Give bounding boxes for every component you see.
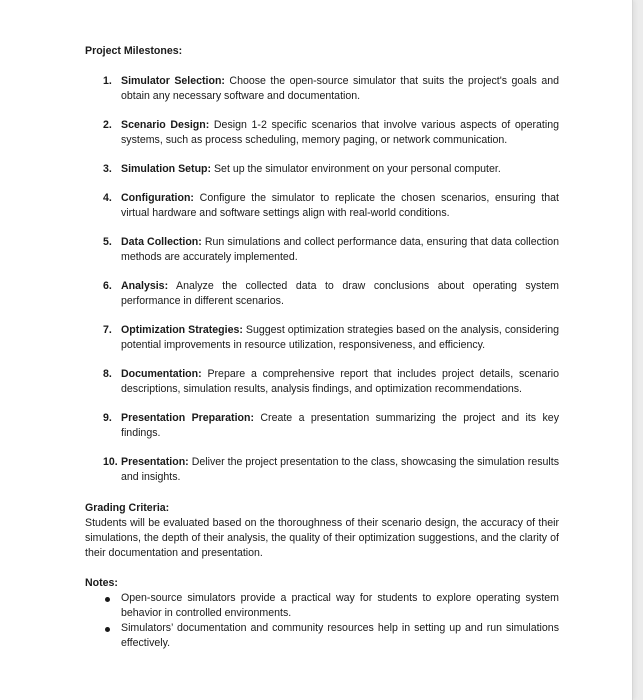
note-text: Open-source simulators provide a practical way for students to explore operating system behavior in controlled environments. bbox=[121, 592, 559, 619]
notes-list bbox=[85, 591, 559, 651]
milestone-item bbox=[85, 411, 559, 441]
milestone-number: 6. bbox=[103, 280, 112, 292]
grading-heading: Grading Criteria: bbox=[85, 502, 170, 514]
milestone-title: Scenario Design: bbox=[121, 119, 210, 131]
grading-text: Students will be evaluated based on the thoroughness of their scenario design, the accuracy of their simulations, the depth of their analysis, the quality of their optimization suggestions, and the clarity of their documentation and presentation. bbox=[85, 517, 559, 559]
milestone-title: Presentation: bbox=[121, 456, 189, 468]
milestone-number: 10. bbox=[103, 456, 118, 468]
milestone-number: 9. bbox=[103, 412, 112, 424]
milestone-text: Create a presentation summarizing the project and its key findings. bbox=[121, 412, 559, 439]
notes-section bbox=[85, 576, 559, 651]
milestone-item bbox=[85, 162, 559, 177]
note-text: Simulators’ documentation and community resources help in setting up and run simulations effectively. bbox=[121, 622, 559, 649]
milestone-number: 2. bbox=[103, 119, 112, 131]
milestone-text: Suggest optimization strategies based on the analysis, considering potential improvements in resource utilization, responsiveness, and efficiency. bbox=[121, 324, 559, 351]
grading-section bbox=[85, 501, 559, 561]
milestone-title: Documentation: bbox=[121, 368, 202, 380]
milestone-text: Set up the simulator environment on your personal computer. bbox=[211, 163, 501, 175]
milestone-item bbox=[85, 367, 559, 397]
notes-heading: Notes: bbox=[85, 577, 118, 589]
milestone-text: Deliver the project presentation to the class, showcasing the simulation results and insights. bbox=[121, 456, 559, 483]
milestone-number: 3. bbox=[103, 163, 112, 175]
milestone-text: Configure the simulator to replicate the chosen scenarios, ensuring that virtual hardware and software settings align with real-world conditions. bbox=[121, 192, 559, 219]
bullet-icon bbox=[105, 597, 110, 602]
note-item bbox=[85, 591, 559, 621]
milestone-title: Data Collection: bbox=[121, 236, 202, 248]
milestone-number: 7. bbox=[103, 324, 112, 336]
milestone-item bbox=[85, 191, 559, 221]
milestone-title: Configuration: bbox=[121, 192, 194, 204]
milestone-text: Run simulations and collect performance data, ensuring that data collection methods are accurately implemented. bbox=[121, 236, 559, 263]
milestones-heading: Project Milestones: bbox=[85, 45, 183, 57]
milestone-number: 1. bbox=[103, 75, 112, 87]
milestones-list bbox=[85, 74, 559, 485]
milestone-number: 5. bbox=[103, 236, 112, 248]
document-content bbox=[85, 44, 559, 651]
milestone-number: 8. bbox=[103, 368, 112, 380]
note-item bbox=[85, 621, 559, 651]
bullet-icon bbox=[105, 627, 110, 632]
milestone-text: Design 1-2 specific scenarios that involve various aspects of operating systems, such as process scheduling, memory paging, or network communication. bbox=[121, 119, 559, 146]
milestone-title: Simulation Setup: bbox=[121, 163, 212, 175]
milestone-item bbox=[85, 74, 559, 104]
milestone-text: Choose the open-source simulator that suits the project's goals and obtain any necessary software and documentation. bbox=[121, 75, 559, 102]
milestone-number: 4. bbox=[103, 192, 112, 204]
milestone-item bbox=[85, 235, 559, 265]
milestone-text: Analyze the collected data to draw conclusions about operating system performance in different scenarios. bbox=[121, 280, 559, 307]
milestone-item bbox=[85, 118, 559, 148]
milestone-item bbox=[85, 323, 559, 353]
milestone-item bbox=[85, 455, 559, 485]
milestone-title: Optimization Strategies: bbox=[121, 324, 243, 336]
milestone-title: Presentation Preparation: bbox=[121, 412, 254, 424]
milestone-title: Simulator Selection: bbox=[121, 75, 225, 87]
milestone-item bbox=[85, 279, 559, 309]
milestone-title: Analysis: bbox=[121, 280, 169, 292]
milestone-text: Prepare a comprehensive report that includes project details, scenario descriptions, simulation results, analysis findings, and optimization recommendations. bbox=[121, 368, 559, 395]
